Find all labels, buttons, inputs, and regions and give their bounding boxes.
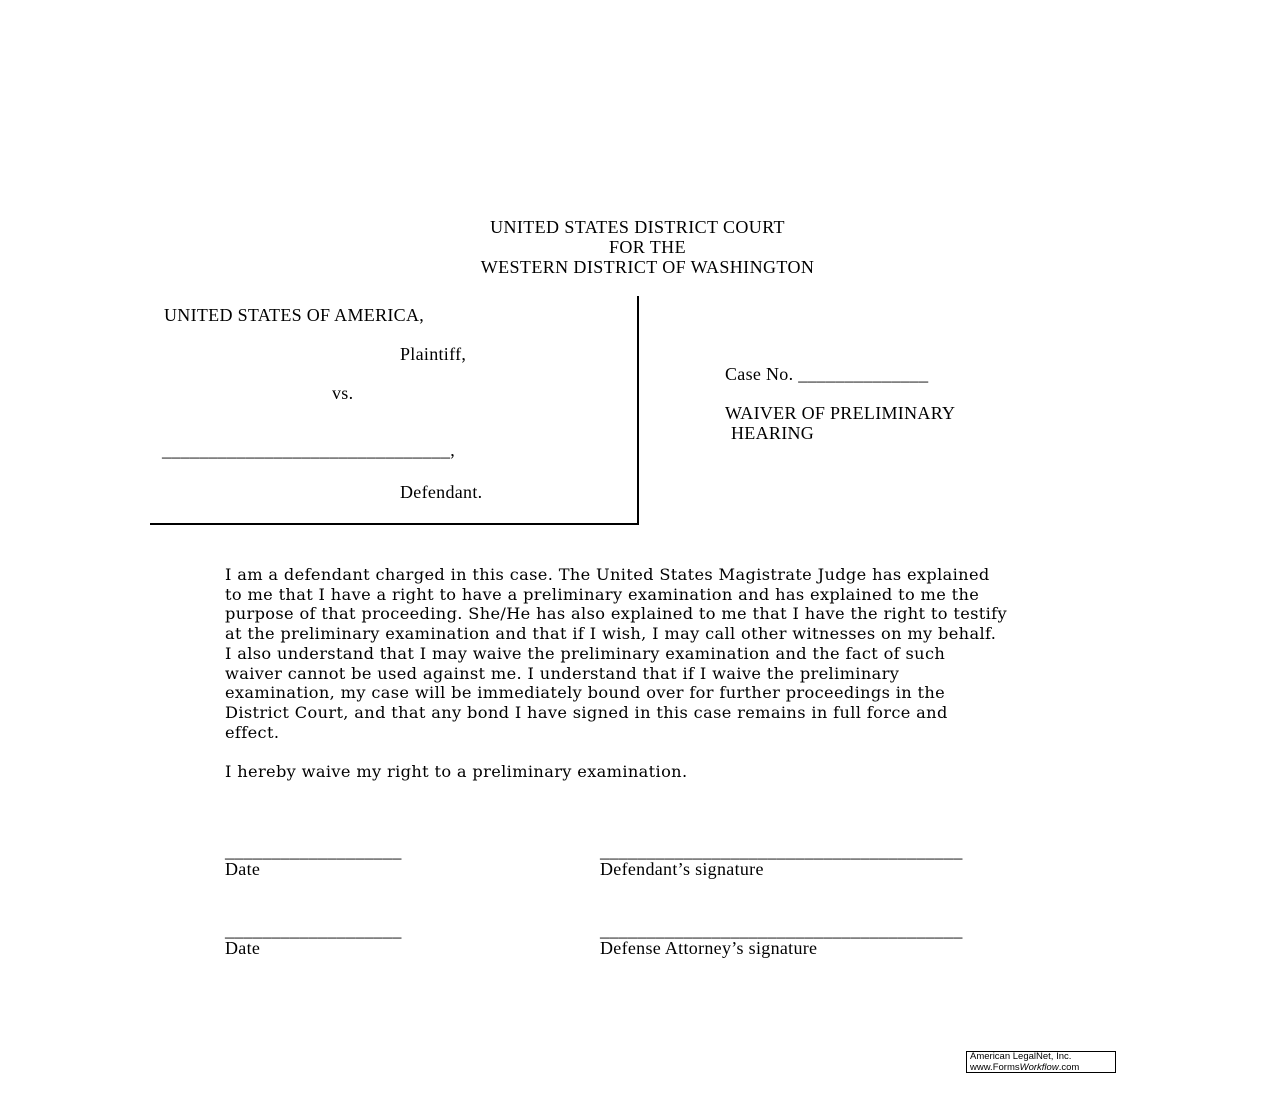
court-header xyxy=(0,217,1275,277)
court-name: UNITED STATES DISTRICT COURT xyxy=(490,217,785,237)
caption-divider-horizontal xyxy=(150,523,639,525)
caption-divider-vertical xyxy=(637,296,639,525)
body-section xyxy=(225,565,1130,782)
defendant-role: Defendant. xyxy=(400,482,483,502)
date-field-1[interactable]: ___________________ xyxy=(225,841,402,861)
document-title-line-1: WAIVER OF PRELIMINARY xyxy=(725,403,956,423)
date-label-1: Date xyxy=(225,859,261,879)
case-number-field[interactable]: Case No. ______________ xyxy=(725,364,929,384)
versus-label: vs. xyxy=(332,383,354,403)
footer-url xyxy=(970,1063,1115,1074)
date-field-2[interactable]: ___________________ xyxy=(225,920,402,940)
waiver-statement: I hereby waive my right to a preliminary examination. xyxy=(225,761,688,781)
date-label-2: Date xyxy=(225,938,261,958)
attorney-signature-field[interactable]: _______________________________________ xyxy=(600,920,963,940)
footer-company: American LegalNet, Inc. xyxy=(970,1051,1072,1062)
court-for-the: FOR THE xyxy=(609,237,686,257)
defendant-name-field[interactable]: _______________________________, xyxy=(162,440,456,460)
footer-branding xyxy=(966,1051,1116,1073)
plaintiff-name: UNITED STATES OF AMERICA, xyxy=(164,305,425,325)
document-title-line-2: HEARING xyxy=(731,423,815,443)
defendant-signature-field[interactable]: _______________________________________ xyxy=(600,841,963,861)
defendant-signature-label: Defendant’s signature xyxy=(600,859,764,879)
attorney-signature-label: Defense Attorney’s signature xyxy=(600,938,818,958)
footer-url-prefix: www.Forms xyxy=(970,1061,1020,1073)
footer-url-italic: Workflow xyxy=(1019,1061,1059,1073)
footer-url-suffix: .com xyxy=(1058,1061,1080,1073)
rights-paragraph: I am a defendant charged in this case. The United States Magistrate Judge has explained to me that I have a right to have a preliminary examination and has explained to me the purpose of that proceeding. She/He has also explained to me that I have the right to testify at the preliminary examination and that if I wish, I may call other witnesses on my behalf. I also understand that I may waive the preliminary examination and the fact of such waiver cannot be used against me. I understand that if I waive the preliminary examination, my case will be immediately bound over for further proceedings in the District Court, and that any bond I have signed in this case remains in full force and effect. xyxy=(225,565,1008,742)
plaintiff-role: Plaintiff, xyxy=(400,344,467,364)
court-district: WESTERN DISTRICT OF WASHINGTON xyxy=(480,257,815,277)
